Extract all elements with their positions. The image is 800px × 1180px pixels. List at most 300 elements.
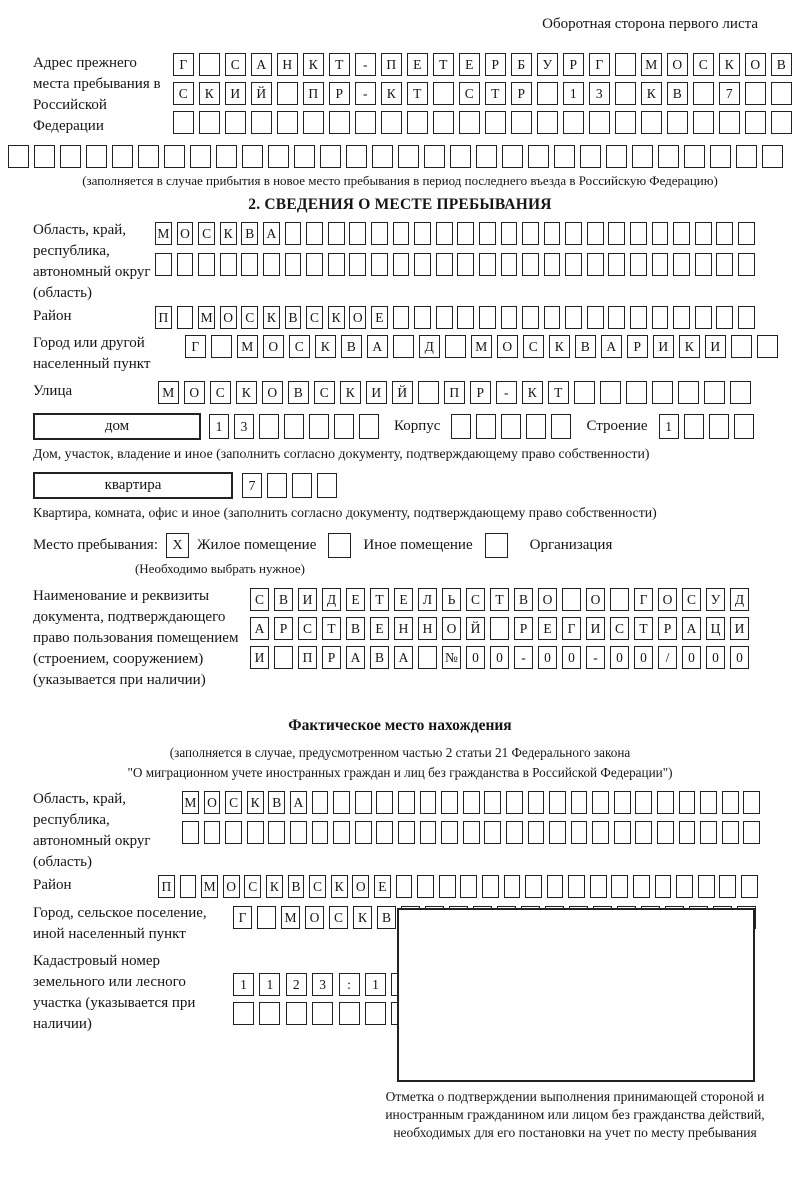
char-box[interactable]	[667, 111, 688, 134]
char-box[interactable]: О	[262, 381, 283, 404]
char-box[interactable]: -	[355, 53, 376, 76]
char-box[interactable]: О	[223, 875, 240, 898]
char-box[interactable]: Т	[370, 588, 389, 611]
char-box[interactable]: В	[285, 306, 302, 329]
char-box[interactable]	[657, 791, 674, 814]
char-box[interactable]: 1	[259, 973, 280, 996]
char-box[interactable]	[225, 111, 246, 134]
char-box[interactable]: Й	[392, 381, 413, 404]
char-box[interactable]: С	[309, 875, 326, 898]
char-box[interactable]	[590, 875, 607, 898]
char-box[interactable]	[333, 821, 350, 844]
char-box[interactable]: Е	[394, 588, 413, 611]
char-box[interactable]	[574, 381, 595, 404]
char-box[interactable]: К	[263, 306, 280, 329]
char-box[interactable]: 0	[490, 646, 509, 669]
stay-type-checkbox-residential[interactable]: X	[166, 533, 189, 558]
char-box[interactable]	[506, 821, 523, 844]
char-box[interactable]: К	[331, 875, 348, 898]
char-box[interactable]: О	[442, 617, 461, 640]
char-box[interactable]	[635, 821, 652, 844]
char-box[interactable]: О	[177, 222, 194, 245]
char-box[interactable]: О	[349, 306, 366, 329]
char-box[interactable]	[600, 381, 621, 404]
char-box[interactable]: Т	[407, 82, 428, 105]
char-box[interactable]: 0	[562, 646, 581, 669]
char-box[interactable]	[355, 111, 376, 134]
char-box[interactable]: А	[290, 791, 307, 814]
char-box[interactable]	[630, 222, 647, 245]
char-box[interactable]: О	[538, 588, 557, 611]
char-box[interactable]: Й	[251, 82, 272, 105]
char-box[interactable]: Т	[433, 53, 454, 76]
char-box[interactable]	[652, 253, 669, 276]
char-box[interactable]: И	[298, 588, 317, 611]
char-box[interactable]	[652, 222, 669, 245]
char-box[interactable]: Р	[511, 82, 532, 105]
char-box[interactable]	[198, 253, 215, 276]
char-box[interactable]: С	[610, 617, 629, 640]
char-box[interactable]: Т	[322, 617, 341, 640]
char-box[interactable]	[476, 414, 496, 439]
char-box[interactable]	[328, 253, 345, 276]
char-box[interactable]	[418, 381, 439, 404]
char-box[interactable]: Р	[329, 82, 350, 105]
char-box[interactable]: К	[381, 82, 402, 105]
char-box[interactable]	[700, 821, 717, 844]
char-box[interactable]: В	[288, 381, 309, 404]
char-box[interactable]	[528, 791, 545, 814]
char-box[interactable]	[463, 791, 480, 814]
char-box[interactable]	[303, 111, 324, 134]
char-box[interactable]	[317, 473, 337, 498]
char-box[interactable]	[738, 253, 755, 276]
char-box[interactable]	[259, 414, 279, 439]
char-box[interactable]	[615, 111, 636, 134]
char-box[interactable]	[608, 253, 625, 276]
char-box[interactable]	[476, 145, 497, 168]
char-box[interactable]	[709, 414, 729, 439]
char-box[interactable]	[451, 414, 471, 439]
char-box[interactable]	[551, 414, 571, 439]
char-box[interactable]	[571, 791, 588, 814]
char-box[interactable]	[693, 111, 714, 134]
char-box[interactable]: 3	[234, 414, 254, 439]
char-box[interactable]	[263, 253, 280, 276]
char-box[interactable]: -	[496, 381, 517, 404]
char-box[interactable]	[433, 82, 454, 105]
char-box[interactable]	[138, 145, 159, 168]
char-box[interactable]	[614, 791, 631, 814]
char-box[interactable]	[736, 145, 757, 168]
char-box[interactable]	[294, 145, 315, 168]
char-box[interactable]	[371, 222, 388, 245]
char-box[interactable]: Ь	[442, 588, 461, 611]
char-box[interactable]	[679, 821, 696, 844]
char-box[interactable]	[199, 53, 220, 76]
char-box[interactable]	[277, 111, 298, 134]
char-box[interactable]: 7	[719, 82, 740, 105]
char-box[interactable]: А	[346, 646, 365, 669]
char-box[interactable]	[501, 253, 518, 276]
char-box[interactable]: 3	[312, 973, 333, 996]
char-box[interactable]	[504, 875, 521, 898]
char-box[interactable]: П	[444, 381, 465, 404]
char-box[interactable]	[433, 111, 454, 134]
char-box[interactable]	[684, 145, 705, 168]
char-box[interactable]	[633, 875, 650, 898]
char-box[interactable]: К	[236, 381, 257, 404]
char-box[interactable]	[306, 222, 323, 245]
char-box[interactable]	[563, 111, 584, 134]
char-box[interactable]	[439, 875, 456, 898]
char-box[interactable]	[450, 145, 471, 168]
char-box[interactable]	[695, 253, 712, 276]
char-box[interactable]: Р	[470, 381, 491, 404]
char-box[interactable]	[328, 222, 345, 245]
char-box[interactable]	[463, 821, 480, 844]
char-box[interactable]: В	[667, 82, 688, 105]
char-box[interactable]	[762, 145, 783, 168]
char-box[interactable]: А	[394, 646, 413, 669]
char-box[interactable]: М	[237, 335, 258, 358]
char-box[interactable]	[436, 222, 453, 245]
char-box[interactable]	[734, 414, 754, 439]
char-box[interactable]: -	[514, 646, 533, 669]
char-box[interactable]	[528, 821, 545, 844]
char-box[interactable]: М	[158, 381, 179, 404]
char-box[interactable]: П	[158, 875, 175, 898]
char-box[interactable]	[710, 145, 731, 168]
char-box[interactable]	[657, 821, 674, 844]
char-box[interactable]: О	[220, 306, 237, 329]
char-box[interactable]: О	[184, 381, 205, 404]
char-box[interactable]	[155, 253, 172, 276]
char-box[interactable]	[457, 222, 474, 245]
char-box[interactable]	[684, 414, 704, 439]
char-box[interactable]	[562, 588, 581, 611]
char-box[interactable]: Н	[418, 617, 437, 640]
char-box[interactable]	[722, 791, 739, 814]
char-box[interactable]	[86, 145, 107, 168]
char-box[interactable]	[257, 906, 276, 929]
char-box[interactable]	[274, 646, 293, 669]
char-box[interactable]	[396, 875, 413, 898]
char-box[interactable]: Т	[548, 381, 569, 404]
char-box[interactable]	[630, 306, 647, 329]
char-box[interactable]: В	[514, 588, 533, 611]
char-box[interactable]	[445, 335, 466, 358]
char-box[interactable]	[606, 145, 627, 168]
char-box[interactable]: Р	[514, 617, 533, 640]
char-box[interactable]	[393, 253, 410, 276]
char-box[interactable]	[225, 821, 242, 844]
char-box[interactable]	[349, 253, 366, 276]
char-box[interactable]: Г	[589, 53, 610, 76]
char-box[interactable]	[700, 791, 717, 814]
char-box[interactable]	[745, 82, 766, 105]
char-box[interactable]	[482, 875, 499, 898]
char-box[interactable]	[441, 791, 458, 814]
char-box[interactable]: С	[523, 335, 544, 358]
char-box[interactable]: К	[353, 906, 372, 929]
char-box[interactable]: О	[204, 791, 221, 814]
char-box[interactable]	[333, 791, 350, 814]
char-box[interactable]	[544, 306, 561, 329]
char-box[interactable]	[485, 111, 506, 134]
char-box[interactable]	[441, 821, 458, 844]
char-box[interactable]: С	[329, 906, 348, 929]
char-box[interactable]	[329, 111, 350, 134]
char-box[interactable]	[673, 306, 690, 329]
char-box[interactable]	[641, 111, 662, 134]
char-box[interactable]	[479, 306, 496, 329]
char-box[interactable]	[522, 253, 539, 276]
char-box[interactable]: 0	[634, 646, 653, 669]
char-box[interactable]	[259, 1002, 280, 1025]
char-box[interactable]: К	[328, 306, 345, 329]
char-box[interactable]: С	[314, 381, 335, 404]
char-box[interactable]: К	[220, 222, 237, 245]
char-box[interactable]	[614, 821, 631, 844]
char-box[interactable]	[771, 111, 792, 134]
char-box[interactable]: 0	[466, 646, 485, 669]
char-box[interactable]	[393, 222, 410, 245]
char-box[interactable]: А	[367, 335, 388, 358]
char-box[interactable]	[565, 253, 582, 276]
char-box[interactable]	[678, 381, 699, 404]
char-box[interactable]: У	[706, 588, 725, 611]
char-box[interactable]: Д	[419, 335, 440, 358]
char-box[interactable]: 2	[286, 973, 307, 996]
char-box[interactable]	[522, 222, 539, 245]
char-box[interactable]	[568, 875, 585, 898]
char-box[interactable]	[587, 222, 604, 245]
char-box[interactable]: А	[250, 617, 269, 640]
char-box[interactable]	[549, 791, 566, 814]
char-box[interactable]: О	[658, 588, 677, 611]
char-box[interactable]: И	[705, 335, 726, 358]
char-box[interactable]	[164, 145, 185, 168]
char-box[interactable]	[372, 145, 393, 168]
char-box[interactable]	[355, 791, 372, 814]
char-box[interactable]	[757, 335, 778, 358]
char-box[interactable]: А	[601, 335, 622, 358]
char-box[interactable]: К	[340, 381, 361, 404]
char-box[interactable]	[704, 381, 725, 404]
char-box[interactable]	[306, 253, 323, 276]
char-box[interactable]: А	[263, 222, 280, 245]
char-box[interactable]	[501, 414, 521, 439]
char-box[interactable]	[381, 111, 402, 134]
char-box[interactable]: К	[719, 53, 740, 76]
char-box[interactable]: 1	[659, 414, 679, 439]
char-box[interactable]	[211, 335, 232, 358]
char-box[interactable]: В	[370, 646, 389, 669]
char-box[interactable]	[268, 821, 285, 844]
char-box[interactable]	[393, 335, 414, 358]
char-box[interactable]	[490, 617, 509, 640]
char-box[interactable]	[693, 82, 714, 105]
char-box[interactable]: П	[155, 306, 172, 329]
char-box[interactable]: М	[281, 906, 300, 929]
char-box[interactable]: М	[641, 53, 662, 76]
char-box[interactable]	[312, 791, 329, 814]
char-box[interactable]	[716, 306, 733, 329]
char-box[interactable]	[8, 145, 29, 168]
char-box[interactable]	[177, 253, 194, 276]
char-box[interactable]: С	[225, 53, 246, 76]
char-box[interactable]	[424, 145, 445, 168]
char-box[interactable]	[565, 222, 582, 245]
char-box[interactable]	[285, 253, 302, 276]
char-box[interactable]	[479, 222, 496, 245]
char-box[interactable]	[312, 821, 329, 844]
char-box[interactable]	[365, 1002, 386, 1025]
char-box[interactable]: К	[303, 53, 324, 76]
char-box[interactable]: Р	[627, 335, 648, 358]
char-box[interactable]: Й	[466, 617, 485, 640]
char-box[interactable]	[420, 791, 437, 814]
char-box[interactable]	[251, 111, 272, 134]
char-box[interactable]	[652, 381, 673, 404]
char-box[interactable]: М	[155, 222, 172, 245]
char-box[interactable]	[436, 253, 453, 276]
char-box[interactable]	[414, 222, 431, 245]
char-box[interactable]: С	[241, 306, 258, 329]
char-box[interactable]: Е	[374, 875, 391, 898]
char-box[interactable]: Г	[562, 617, 581, 640]
char-box[interactable]	[398, 145, 419, 168]
char-box[interactable]: В	[241, 222, 258, 245]
char-box[interactable]: М	[182, 791, 199, 814]
char-box[interactable]: Г	[634, 588, 653, 611]
char-box[interactable]: 7	[242, 473, 262, 498]
char-box[interactable]	[554, 145, 575, 168]
char-box[interactable]	[180, 875, 197, 898]
char-box[interactable]: К	[549, 335, 570, 358]
char-box[interactable]	[376, 791, 393, 814]
char-box[interactable]: В	[575, 335, 596, 358]
char-box[interactable]	[771, 82, 792, 105]
char-box[interactable]: П	[298, 646, 317, 669]
char-box[interactable]	[277, 82, 298, 105]
char-box[interactable]: В	[346, 617, 365, 640]
char-box[interactable]: О	[352, 875, 369, 898]
char-box[interactable]	[716, 222, 733, 245]
char-box[interactable]	[177, 306, 194, 329]
char-box[interactable]: Р	[563, 53, 584, 76]
char-box[interactable]	[393, 306, 410, 329]
char-box[interactable]	[589, 111, 610, 134]
char-box[interactable]: М	[471, 335, 492, 358]
char-box[interactable]: С	[210, 381, 231, 404]
char-box[interactable]	[587, 306, 604, 329]
char-box[interactable]	[414, 253, 431, 276]
char-box[interactable]	[722, 821, 739, 844]
char-box[interactable]: -	[355, 82, 376, 105]
char-box[interactable]	[407, 111, 428, 134]
char-box[interactable]	[418, 646, 437, 669]
char-box[interactable]	[511, 111, 532, 134]
char-box[interactable]: Р	[322, 646, 341, 669]
char-box[interactable]	[652, 306, 669, 329]
stay-type-checkbox-organization[interactable]	[485, 533, 508, 558]
char-box[interactable]: Е	[459, 53, 480, 76]
char-box[interactable]: Т	[485, 82, 506, 105]
char-box[interactable]	[371, 253, 388, 276]
char-box[interactable]	[247, 821, 264, 844]
char-box[interactable]: Г	[233, 906, 252, 929]
char-box[interactable]: С	[173, 82, 194, 105]
char-box[interactable]	[339, 1002, 360, 1025]
char-box[interactable]	[679, 791, 696, 814]
char-box[interactable]	[457, 306, 474, 329]
char-box[interactable]	[676, 875, 693, 898]
char-box[interactable]	[349, 222, 366, 245]
char-box[interactable]	[501, 306, 518, 329]
char-box[interactable]: К	[522, 381, 543, 404]
char-box[interactable]: Д	[730, 588, 749, 611]
char-box[interactable]	[312, 1002, 333, 1025]
char-box[interactable]	[284, 414, 304, 439]
char-box[interactable]: И	[586, 617, 605, 640]
char-box[interactable]	[632, 145, 653, 168]
char-box[interactable]	[522, 306, 539, 329]
char-box[interactable]: С	[289, 335, 310, 358]
char-box[interactable]	[292, 473, 312, 498]
char-box[interactable]	[501, 222, 518, 245]
char-box[interactable]: С	[225, 791, 242, 814]
char-box[interactable]: Л	[418, 588, 437, 611]
char-box[interactable]	[199, 111, 220, 134]
char-box[interactable]: У	[537, 53, 558, 76]
char-box[interactable]: С	[250, 588, 269, 611]
char-box[interactable]: О	[586, 588, 605, 611]
char-box[interactable]	[730, 381, 751, 404]
char-box[interactable]	[738, 306, 755, 329]
char-box[interactable]: Т	[490, 588, 509, 611]
char-box[interactable]	[544, 222, 561, 245]
char-box[interactable]: 1	[233, 973, 254, 996]
char-box[interactable]	[320, 145, 341, 168]
char-box[interactable]	[60, 145, 81, 168]
char-box[interactable]	[741, 875, 758, 898]
char-box[interactable]: В	[771, 53, 792, 76]
char-box[interactable]: К	[199, 82, 220, 105]
char-box[interactable]: М	[198, 306, 215, 329]
char-box[interactable]: Г	[185, 335, 206, 358]
char-box[interactable]: С	[682, 588, 701, 611]
char-box[interactable]: Е	[407, 53, 428, 76]
char-box[interactable]: М	[201, 875, 218, 898]
char-box[interactable]: 0	[730, 646, 749, 669]
char-box[interactable]: С	[459, 82, 480, 105]
char-box[interactable]	[267, 473, 287, 498]
char-box[interactable]: К	[679, 335, 700, 358]
char-box[interactable]	[537, 111, 558, 134]
char-box[interactable]	[745, 111, 766, 134]
char-box[interactable]: 3	[589, 82, 610, 105]
char-box[interactable]: Р	[658, 617, 677, 640]
char-box[interactable]	[502, 145, 523, 168]
char-box[interactable]	[285, 222, 302, 245]
char-box[interactable]	[376, 821, 393, 844]
char-box[interactable]	[608, 306, 625, 329]
char-box[interactable]	[506, 791, 523, 814]
char-box[interactable]	[460, 875, 477, 898]
char-box[interactable]: /	[658, 646, 677, 669]
